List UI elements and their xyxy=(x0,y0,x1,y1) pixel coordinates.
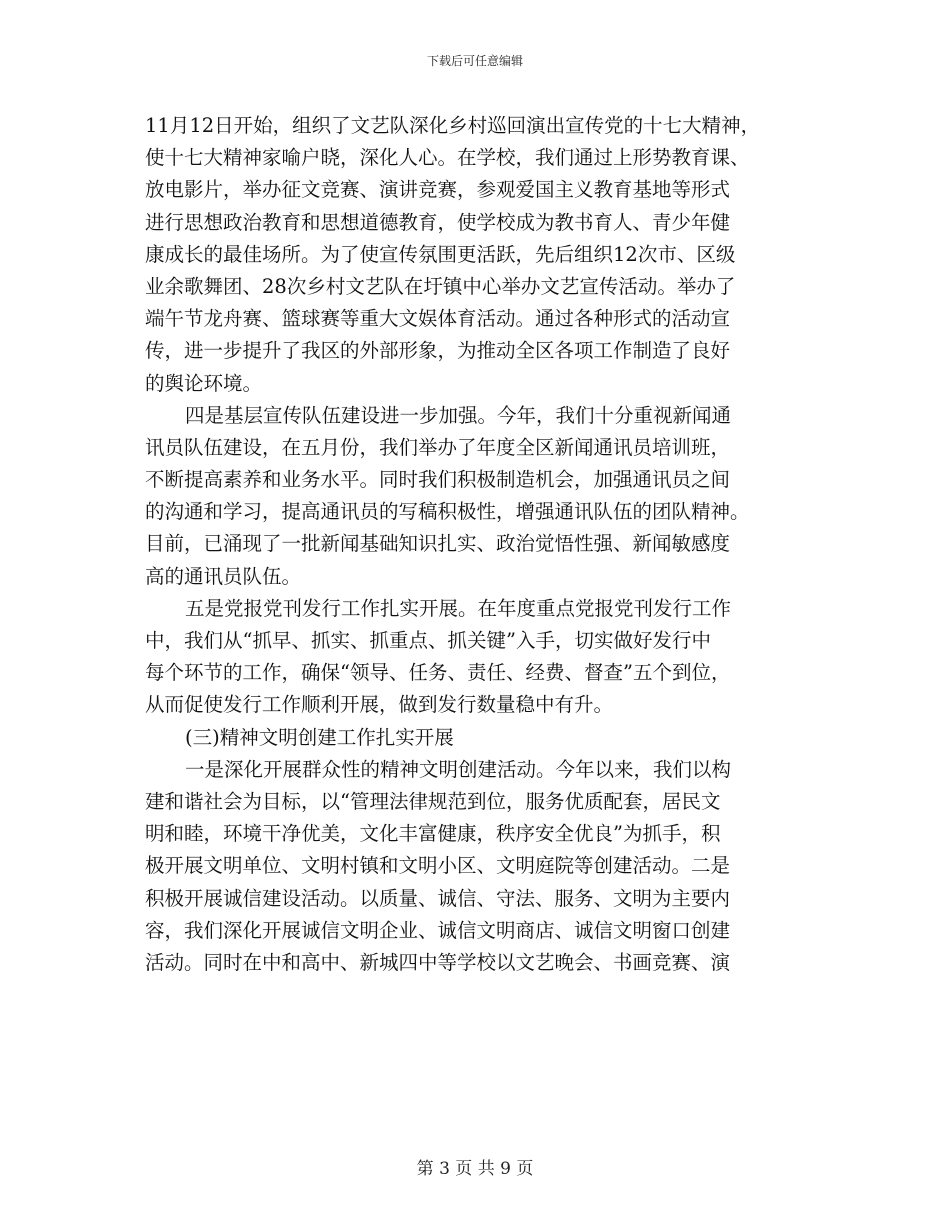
paragraph xyxy=(145,110,810,400)
text-line: 目前，已涌现了一批新闻基础知识扎实、政治觉悟性强、新闻敏感度 xyxy=(145,532,731,556)
text-line: 端午节龙舟赛、篮球赛等重大文娱体育活动。通过各种形式的活动宣 xyxy=(145,307,731,331)
text-line: 极开展文明单位、文明村镇和文明小区、文明庭院等创建活动。二是 xyxy=(145,854,731,878)
text-line: 传，进一步提升了我区的外部形象，为推动全区各项工作制造了良好 xyxy=(145,339,731,363)
text-line: 五是党报党刊发行工作扎实开展。在年度重点党报党刊发行工作 xyxy=(185,596,732,620)
text-line: 每个环节的工作，确保“领导、任务、责任、经费、督查”五个到位， xyxy=(145,661,731,685)
text-line: 不断提高素养和业务水平。同时我们积极制造机会，加强通讯员之间 xyxy=(145,468,731,492)
text-line: 从而促使发行工作顺利开展，做到发行数量稳中有升。 xyxy=(145,693,614,717)
text-line: 明和睦，环境干净优美，文化丰富健康，秩序安全优良”为抓手，积 xyxy=(145,822,721,846)
text-line: 积极开展诚信建设活动。以质量、诚信、守法、服务、文明为主要内 xyxy=(145,886,731,910)
text-line: 进行思想政治教育和思想道德教育，使学校成为教书育人、青少年健 xyxy=(145,210,731,234)
text-line: 中，我们从“抓早、抓实、抓重点、抓关键”入手，切实做好发行中 xyxy=(145,629,711,652)
text-line: 使十七大精神家喻户晓，深化人心。在学校，我们通过上形势教育课、 xyxy=(145,146,750,170)
text-line: 一是深化开展群众性的精神文明创建活动。今年以来，我们以构 xyxy=(185,757,732,781)
text-line: 高的通讯员队伍。 xyxy=(145,564,302,588)
text-line: 建和谐社会为目标，以“管理法律规范到位，服务优质配套，居民文 xyxy=(145,789,721,813)
page-number: 第 3 页 共 9 页 xyxy=(416,1159,534,1179)
text-line: 11月12日开始，组织了文艺队深化乡村巡回演出宣传党的十七大精神， xyxy=(145,114,761,137)
paragraph xyxy=(145,754,810,979)
text-line: 活动。同时在中和高中、新城四中等学校以文艺晚会、书画竞赛、演 xyxy=(145,950,731,974)
text-line: 放电影片，举办征文竞赛、演讲竞赛，参观爱国主义教育基地等形式 xyxy=(145,178,731,202)
text-line: 讯员队伍建设，在五月份，我们举办了年度全区新闻通讯员培训班， xyxy=(145,435,731,459)
text-line: 四是基层宣传队伍建设进一步加强。今年，我们十分重视新闻通 xyxy=(185,403,732,427)
text-line: 容，我们深化开展诚信文明企业、诚信文明商店、诚信文明窗口创建 xyxy=(145,918,731,942)
text-line: 康成长的最佳场所。为了使宣传氛围更活跃，先后组织12次市、区级 xyxy=(145,242,736,266)
paragraph xyxy=(145,400,810,593)
page-header: 下载后可任意编辑 xyxy=(426,54,523,68)
text-line: 的舆论环境。 xyxy=(145,371,263,395)
text-line: 业余歌舞团、28次乡村文艺队在圩镇中心举办文艺宣传活动。举办了 xyxy=(145,274,736,298)
paragraph xyxy=(145,722,810,754)
document-body xyxy=(145,110,810,979)
text-line: (三)精神文明创建工作扎实开展 xyxy=(185,725,454,749)
text-line: 的沟通和学习，提高通讯员的写稿积极性，增强通讯队伍的团队精神。 xyxy=(145,500,750,524)
paragraph xyxy=(145,593,810,722)
